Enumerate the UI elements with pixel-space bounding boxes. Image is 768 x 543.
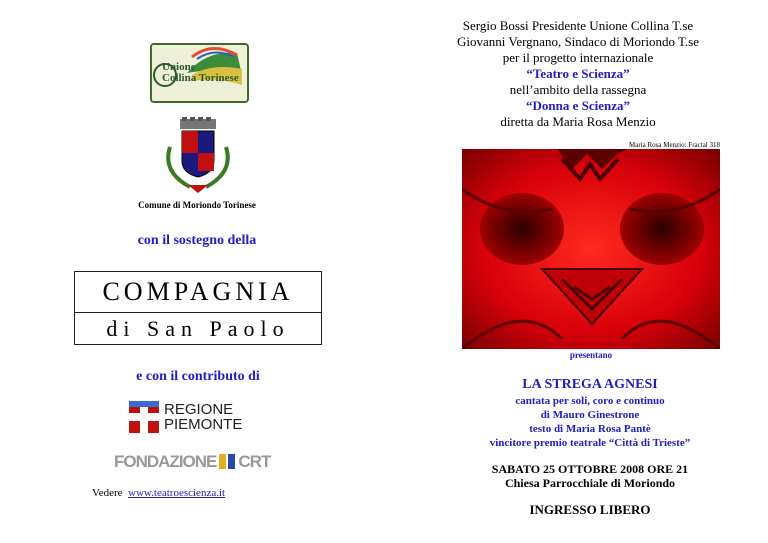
unione-line1: Unione [162,61,196,73]
credits-line2: di Mauro Ginestrone [540,409,640,421]
date-line1: SABATO 25 OTTOBRE 2008 ORE 21 [491,462,689,476]
unione-line2: Collina Torinese [162,72,239,84]
vedere-line [92,487,225,499]
sostegno-label: con il sostegno della [137,233,257,248]
header-line6: “Donna e Scienza” [526,98,630,113]
header-block [418,18,738,130]
fondazione-crt-logo [114,452,274,474]
header-line2: Giovanni Vergnano, Sindaco di Moriondo T.se [456,34,700,49]
unione-collina-logo [150,43,249,103]
regione-piemonte-logo [128,400,258,436]
regione-line1: REGIONE [164,401,234,418]
vedere-label: Vedere [92,487,123,499]
comune-label: Comune di Moriondo Torinese [138,200,256,210]
header-line1: Sergio Bossi Presidente Unione Collina T.se [462,18,694,33]
compagnia-san-paolo-logo [74,271,322,345]
fondazione-text: FONDAZIONE [114,452,217,471]
compagnia-top: COMPAGNIA [75,272,321,313]
crt-text: CRT [238,452,271,471]
header-line7: diretta da Maria Rosa Menzio [500,114,656,129]
header-line5: nell’ambito della rassegna [509,82,647,97]
header-line3: per il progetto internazionale [502,50,654,65]
header-line4: “Teatro e Scienza” [526,66,630,81]
credits-block [440,394,740,450]
teatroescienza-link[interactable]: www.teatroescienza.it [128,487,226,499]
regione-line2: PIEMONTE [164,416,243,433]
moriondo-coat-of-arms-icon [160,117,236,197]
compagnia-bottom: di San Paolo [106,316,290,341]
fractal-image [462,149,720,349]
date-line2: Chiesa Parrocchiale di Moriondo [504,476,676,490]
presentano-label: presentano [569,350,613,360]
fractal-caption: Maria Rosa Menzio: Fractal 318 [629,141,720,149]
date-block [440,462,740,490]
contributo-label: e con il contributo di [136,369,260,384]
regione-piemonte-flag-icon [128,400,160,434]
credits-line3: testo di Maria Rosa Pantè [529,423,651,435]
event-title: LA STREGA AGNESI [522,377,658,392]
credits-line4: vincitore premio teatrale “Città di Trieste” [489,437,691,449]
ingresso-label: INGRESSO LIBERO [529,502,651,517]
credits-line1: cantata per soli, coro e continuo [515,395,665,407]
